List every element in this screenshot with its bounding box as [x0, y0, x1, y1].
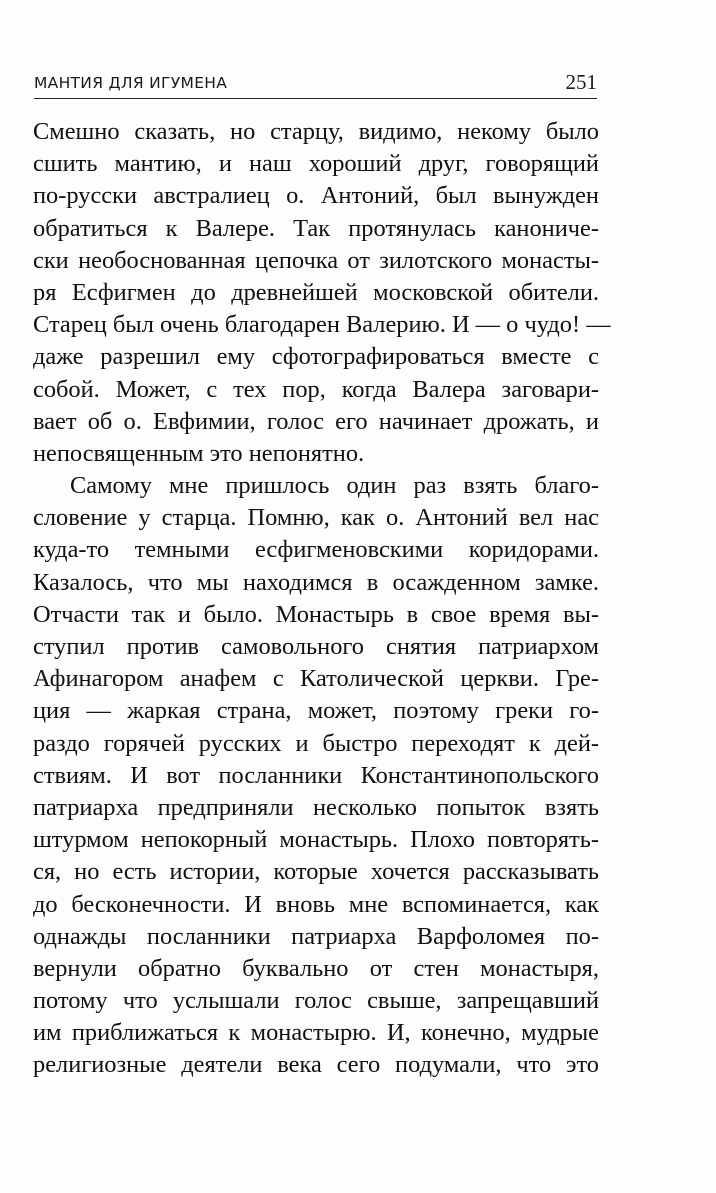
chapter-title: МАНТИЯ ДЛЯ ИГУМЕНА [34, 74, 228, 92]
text-line: патриарха предприняли несколько попыток взять [33, 793, 599, 821]
body-text [33, 116, 611, 1082]
text-line: по-русски австралиец о. Антоний, был вынужден [33, 182, 599, 210]
text-line: Старец был очень благодарен Валерию. И — о чудо! — [33, 311, 611, 339]
text-line: ствиям. И вот посланники Константинопольского [33, 761, 599, 789]
text-line: вернули обратно буквально от стен монастыря, [33, 954, 599, 982]
text-line: обратиться к Валере. Так протянулась канониче- [33, 214, 599, 242]
text-line: даже разрешил ему сфотографироваться вместе с [33, 343, 599, 371]
paragraph-1 [33, 116, 611, 470]
text-line: Афинагором анафем с Католической церкви. Гре- [33, 665, 599, 693]
text-line: однажды посланники патриарха Варфоломея по- [33, 922, 599, 950]
text-line: до бесконечности. И вновь мне вспоминается, как [33, 890, 599, 918]
running-header [34, 70, 597, 99]
text-line: Самому мне пришлось один раз взять благо- [70, 472, 599, 500]
text-line: вает об о. Евфимии, голос его начинает дрожать, и [33, 407, 599, 435]
text-line: словение у старца. Помню, как о. Антоний вел нас [33, 504, 599, 532]
text-line: ступил против самовольного снятия патриархом [33, 633, 599, 660]
page-number: 251 [565, 70, 597, 94]
text-line: религиозные деятели века сего подумали, что это [33, 1051, 599, 1079]
text-line: потому что услышали голос свыше, запрещавший [33, 987, 599, 1015]
text-line: куда-то темными есфигменовскими коридорами. [33, 536, 599, 564]
text-line: ся, но есть истории, которые хочется рассказывать [33, 858, 599, 886]
text-line: ски необоснованная цепочка от зилотского монасты- [33, 246, 599, 274]
text-line: раздо горячей русских и быстро переходят к дей- [33, 729, 599, 757]
text-line: ция — жаркая страна, может, поэтому греки го- [33, 697, 599, 725]
text-line: Смешно сказать, но старцу, видимо, некому было [33, 118, 599, 145]
text-line: непосвященным это непонятно. [33, 439, 365, 467]
text-line: сшить мантию, и наш хороший друг, говорящий [33, 150, 599, 178]
text-line: им приближаться к монастырю. И, конечно, мудрые [33, 1019, 599, 1047]
text-line: штурмом непокорный монастырь. Плохо повторять- [33, 826, 599, 854]
text-line: ря Есфигмен до древнейшей московской обители. [33, 278, 599, 306]
text-line: Отчасти так и было. Монастырь в свое время вы- [33, 600, 599, 628]
text-line: собой. Может, с тех пор, когда Валера заговари- [33, 375, 599, 403]
text-line: Казалось, что мы находимся в осажденном замке. [33, 568, 599, 596]
paragraph-2 [33, 470, 599, 1082]
